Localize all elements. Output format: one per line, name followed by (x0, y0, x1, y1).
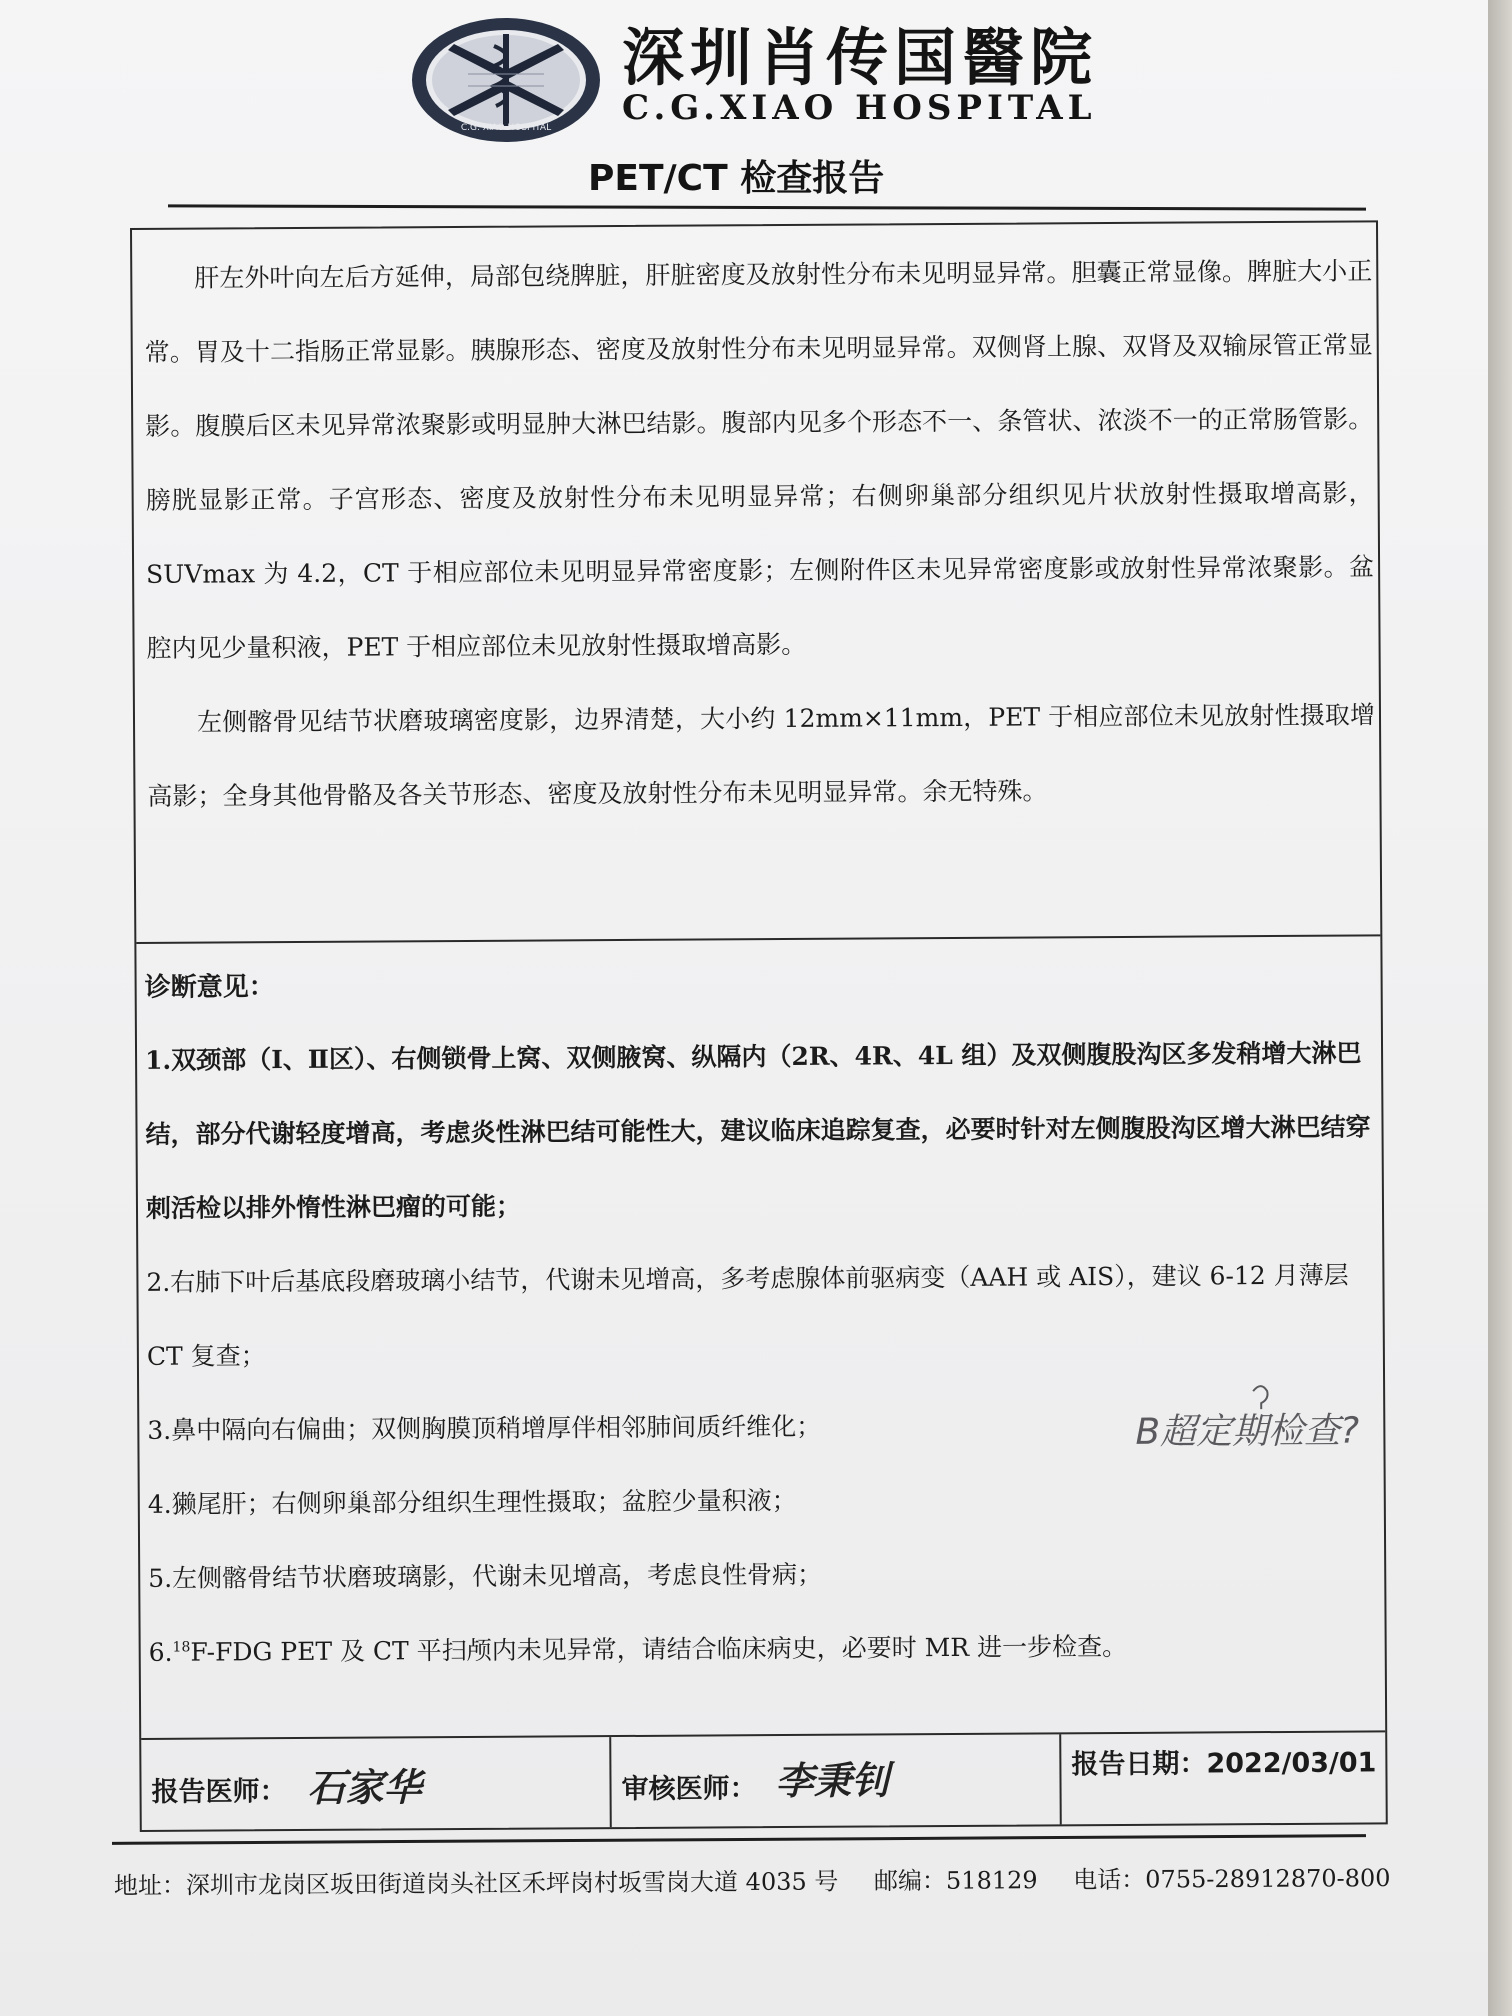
item-text: F-FDG PET 及 CT 平扫颅内未见异常，请结合临床病史，必要时 MR 进一步检查。 (190, 1631, 1128, 1667)
hospital-name-cn: 深圳肖传国醫院 (622, 21, 1099, 94)
report-title: PET/CT 检查报告 (588, 158, 885, 199)
svg-text:石家华: 石家华 (307, 1764, 422, 1810)
footer-postcode: 邮编：518129 (873, 1866, 1038, 1896)
isotope-superscript: 18 (172, 1639, 191, 1656)
report-doctor-signature (301, 1752, 501, 1817)
review-doctor-cell (609, 1734, 1062, 1827)
hospital-name-en: C.G.XIAO HOSPITAL (622, 88, 1097, 128)
report-date-label: 报告日期：2022/03/01 (1071, 1747, 1377, 1781)
review-doctor-signature (771, 1743, 951, 1814)
diagnosis-item (148, 1608, 1376, 1690)
handwritten-note (1131, 1372, 1412, 1464)
header-rule (168, 204, 1366, 210)
svg-text:李秉钊: 李秉钊 (775, 1757, 890, 1804)
findings-paragraph: 左侧髂骨见结节状磨玻璃密度影，边界清楚，大小约 12mm×11mm，PET 于相应部位未见放射性摄取增高影；全身其他骨骼及各关节形态、密度及放射性分布未见明显异常。余无特殊。 (147, 700, 1376, 811)
svg-text:B超定期检查?: B超定期检查? (1135, 1410, 1360, 1453)
background-edge (1488, 0, 1512, 2016)
report-date-value: 2022/03/01 (1206, 1747, 1377, 1780)
diagnosis-item: 1.双颈部（Ⅰ、Ⅱ区）、右侧锁骨上窝、双侧腋窝、纵隔内（2R、4R、4L 组）及双侧腹股沟区多发稍增大淋巴结，部分代谢轻度增高，考虑炎性淋巴结可能性大，建议临床追踪复查，必要时针对左侧腹股沟区增大淋巴结穿刺活检以排外惰性淋巴瘤的可能； (144, 1038, 1371, 1223)
diagnosis-heading: 诊断意见： (144, 972, 275, 1003)
review-doctor-label: 审核医师： (621, 1773, 757, 1806)
hospital-logo (408, 14, 604, 146)
report-date-cell (1059, 1732, 1386, 1824)
findings-paragraph: 肝左外叶向左后方延伸，局部包绕脾脏，肝脏密度及放射性分布未见明显异常。胆囊正常显像。脾脏大小正常。胃及十二指肠正常显影。胰腺形态、密度及放射性分布未见明显异常。双侧肾上腺、双肾及双输尿管正常显影。腹膜后区未见异常浓聚影或明显肿大淋巴结影。腹部内见多个形态不一、条管状、浓淡不一的正常肠管影。膀胱显影正常。子宫形态、密度及放射性分布未见明显异常；右侧卵巢部分组织见片状放射性摄取增高影，SUVmax 为 4.2，CT 于相应部位未见明显异常密度影；左侧附件区未见异常密度影或放射性异常浓聚影。盆腔内见少量积液，PET 于相应部位未见放射性摄取增高影。 (144, 256, 1375, 663)
diagnosis-item: 5.左侧髂骨结节状磨玻璃影，代谢未见增高，考虑良性骨病； (148, 1559, 823, 1593)
footer-address: 地址：深圳市龙岗区坂田街道岗头社区禾坪岗村坂雪岗大道 4035 号 (113, 1867, 839, 1900)
diagnosis-section (144, 944, 1376, 1689)
diagnosis-item: 2.右肺下叶后基底段磨玻璃小结节，代谢未见增高，多考虑腺体前驱病变（AAH 或 AIS），建议 6-12 月薄层 CT 复查； (146, 1260, 1349, 1371)
footer (113, 1858, 1391, 1906)
report-box (130, 220, 1388, 1832)
svg-text:C.G. XIAO HOSPITAL: C.G. XIAO HOSPITAL (460, 123, 552, 133)
section-divider (136, 934, 1380, 944)
diagnosis-item: 3.鼻中隔向右偏曲；双侧胸膜顶稍增厚伴相邻肺间质纤维化； (147, 1411, 822, 1445)
signature-row (141, 1730, 1386, 1830)
report-doctor-label: 报告医师： (151, 1776, 287, 1808)
report-doctor-cell (141, 1737, 610, 1830)
footer-rule (112, 1834, 1366, 1845)
findings-section (144, 234, 1376, 833)
item-number: 6. (148, 1637, 173, 1667)
diagnosis-item: 4.獭尾肝；右侧卵巢部分组织生理性摄取；盆腔少量积液； (147, 1485, 797, 1519)
footer-phone: 电话：0755-28912870-800 (1073, 1864, 1391, 1894)
